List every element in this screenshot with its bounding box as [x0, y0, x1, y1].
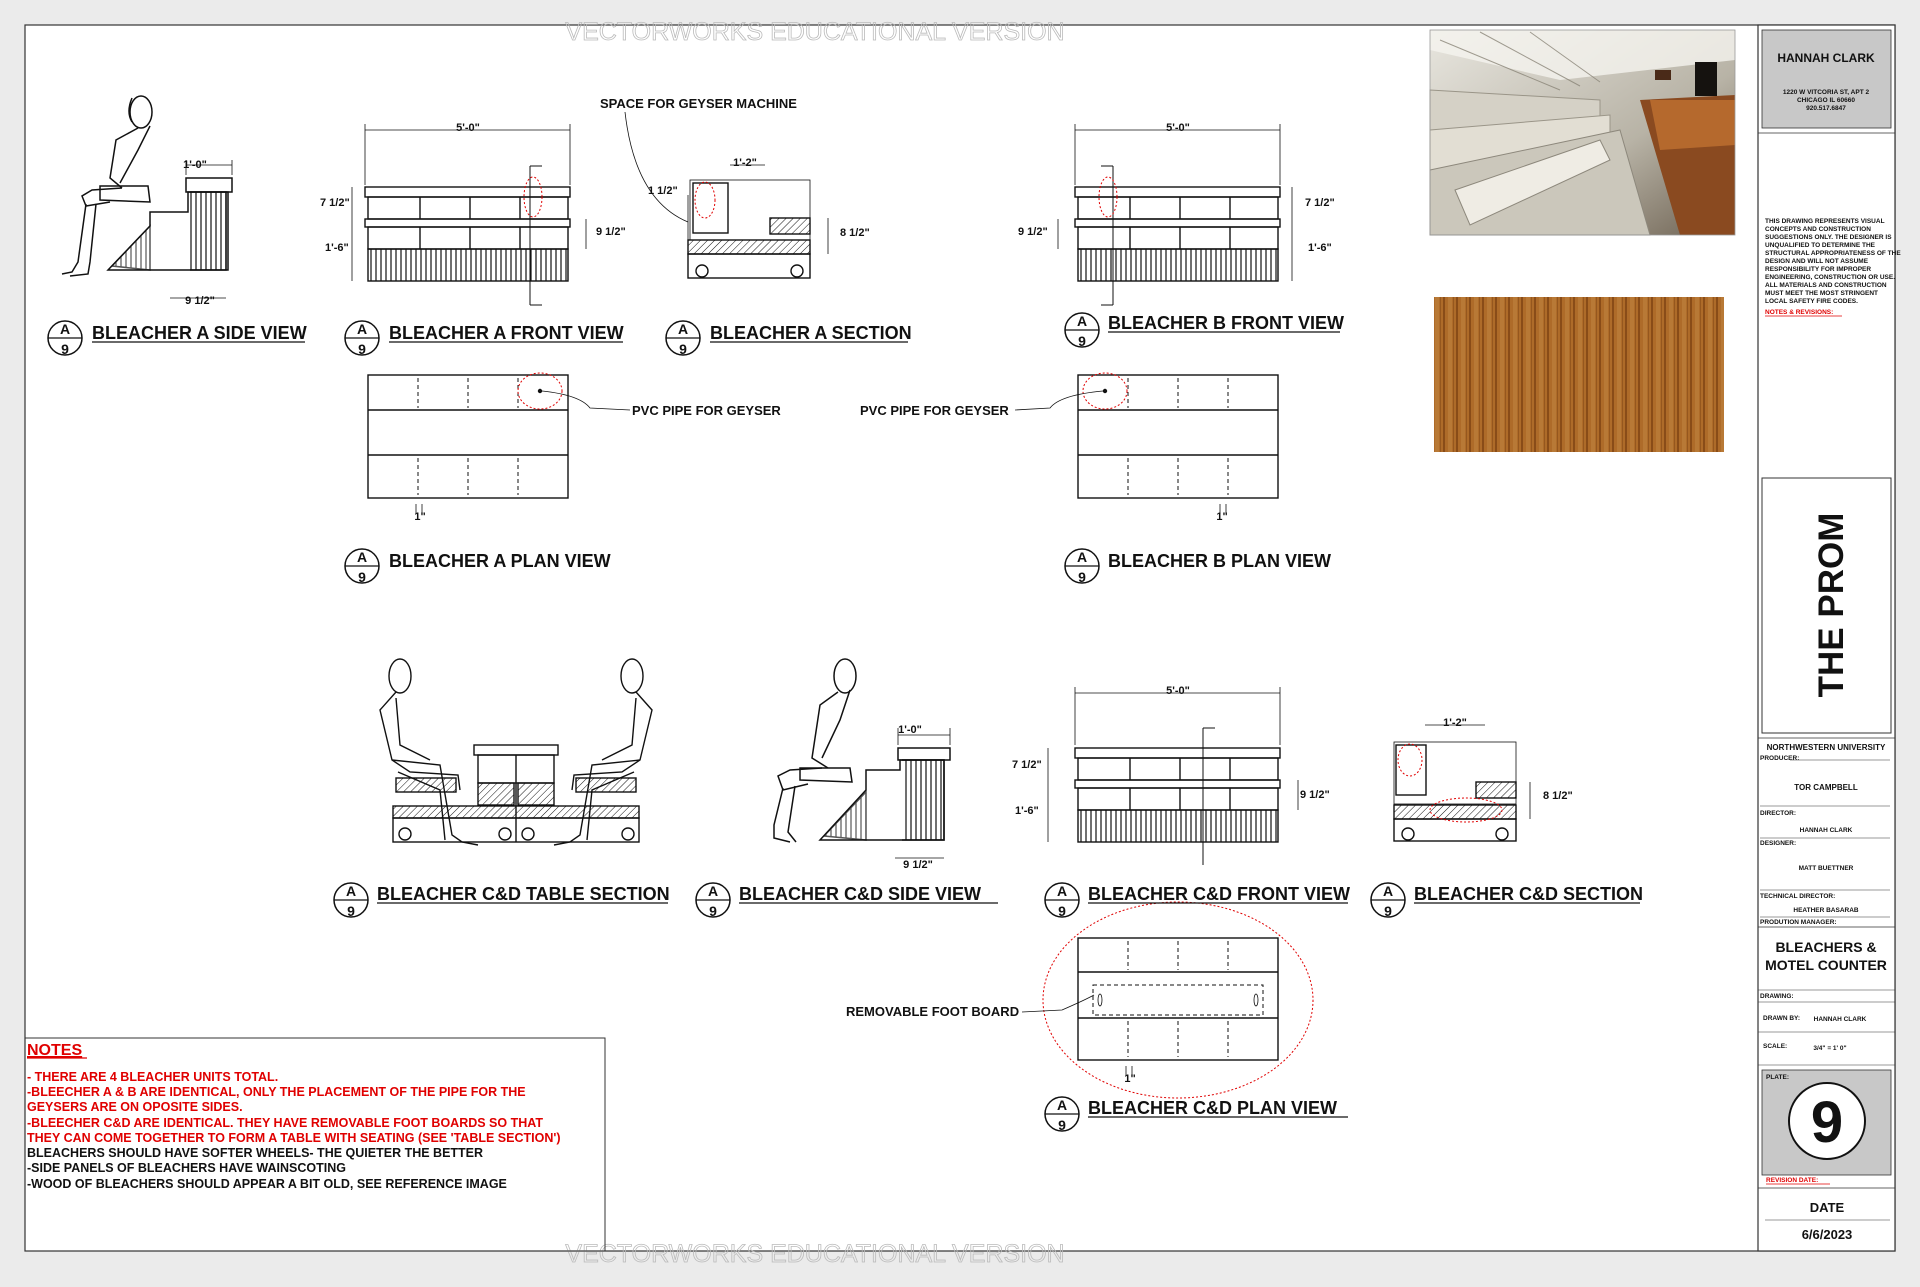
producer: TOR CAMPBELL	[1794, 783, 1858, 792]
drawing-title: MOTEL COUNTER	[1765, 957, 1887, 973]
drawn-by: HANNAH CLARK	[1813, 1016, 1867, 1023]
dim-label: 1'-6"	[325, 242, 349, 254]
view-title: BLEACHER B FRONT VIEW	[1108, 313, 1344, 333]
disclaimer-line: ALL MATERIALS AND CONSTRUCTION	[1765, 282, 1887, 289]
callout-number: 9	[358, 569, 366, 585]
disclaimer-line: MUST MEET THE MOST STRINGENT	[1765, 290, 1879, 297]
dim-label: 7 1/2"	[1305, 197, 1335, 209]
designer-address: 1220 W VITCORIA ST, APT 2	[1782, 89, 1870, 96]
designer-phone: 920.517.6847	[1806, 105, 1846, 112]
disclaimer-line: DESIGN AND WILL NOT ASSUME	[1765, 258, 1869, 265]
callout-code: A	[1076, 313, 1088, 329]
callout-code: A	[1056, 1097, 1068, 1113]
dim-label: 1'-6"	[1015, 805, 1039, 817]
dim-label: 7 1/2"	[1012, 759, 1042, 771]
designer-name: HANNAH CLARK	[1777, 51, 1875, 65]
view-title: BLEACHER A FRONT VIEW	[389, 323, 624, 343]
dim-label: 1"	[1124, 1073, 1136, 1085]
director-label: DIRECTOR:	[1760, 810, 1796, 817]
plate-label: PLATE:	[1766, 1074, 1789, 1081]
drawing-title: BLEACHERS &	[1775, 939, 1877, 955]
note-line: THEY CAN COME TOGETHER TO FORM A TABLE WITH SEATING (SEE 'TABLE SECTION')	[27, 1131, 561, 1145]
annotation: REMOVABLE FOOT BOARD	[846, 1004, 1020, 1019]
dim-label: 1'-0"	[183, 159, 207, 171]
callout-code: A	[356, 321, 368, 337]
disclaimer-line: STRUCTURAL APPROPRIATENESS OF THE	[1765, 250, 1901, 257]
note-line: GEYSERS ARE ON OPOSITE SIDES.	[27, 1100, 243, 1114]
dim-label: 1 1/2"	[648, 185, 678, 197]
drawing-label: DRAWING:	[1760, 993, 1794, 1000]
callout-number: 9	[1078, 569, 1086, 585]
callout-number: 9	[1058, 903, 1066, 919]
callout-number: 9	[679, 341, 687, 357]
view-title: BLEACHER C&D SIDE VIEW	[739, 884, 982, 904]
dim-label: 8 1/2"	[1543, 790, 1573, 802]
note-line: -BLEECHER C&D ARE IDENTICAL. THEY HAVE REMOVABLE FOOT BOARDS SO THAT	[27, 1116, 543, 1130]
revision-date-label: REVISION DATE:	[1766, 1177, 1819, 1184]
annotation: PVC PIPE FOR GEYSER	[860, 403, 1009, 418]
callout-code: A	[707, 883, 719, 899]
production-manager-label: PRODUTION MANAGER:	[1760, 919, 1837, 926]
disclaimer-line: CONCEPTS AND CONSTRUCTION	[1765, 226, 1871, 233]
dim-label: 1'-2"	[733, 157, 757, 169]
dim-label: 1"	[1216, 511, 1228, 523]
dim-label: 5'-0"	[1166, 685, 1190, 697]
dim-label: 9 1/2"	[1300, 789, 1330, 801]
director: HANNAH CLARK	[1799, 827, 1853, 834]
dim-label: 9 1/2"	[185, 295, 215, 307]
callout-code: A	[356, 549, 368, 565]
callout-code: A	[345, 883, 357, 899]
callout-number: 9	[709, 903, 717, 919]
callout-code: A	[677, 321, 689, 337]
callout-number: 9	[61, 341, 69, 357]
disclaimer-line: ENGINEERING, CONSTRUCTION OR USE.	[1765, 274, 1896, 281]
callout-number: 9	[1384, 903, 1392, 919]
reference-photo-gym-bleachers	[1430, 30, 1735, 235]
designer: MATT BUETTNER	[1798, 865, 1854, 872]
dim-label: 9 1/2"	[903, 859, 933, 871]
disclaimer-line: UNQUALIFIED TO DETERMINE THE	[1765, 242, 1876, 249]
organization: NORTHWESTERN UNIVERSITY	[1766, 743, 1886, 752]
dim-label: 7 1/2"	[320, 197, 350, 209]
plate-number: 9	[1810, 1090, 1844, 1155]
view-title: BLEACHER C&D SECTION	[1414, 884, 1644, 904]
dim-label: 5'-0"	[1166, 122, 1190, 134]
dim-label: 5'-0"	[456, 122, 480, 134]
disclaimer-line: SUGGESTIONS ONLY. THE DESIGNER IS	[1765, 234, 1892, 241]
dim-label: 1'-6"	[1308, 242, 1332, 254]
scale: 3/4" = 1' 0"	[1813, 1045, 1847, 1052]
view-title: BLEACHER C&D TABLE SECTION	[377, 884, 670, 904]
view-title: BLEACHER B PLAN VIEW	[1108, 551, 1332, 571]
view-title: BLEACHER A SECTION	[710, 323, 912, 343]
designer-label: DESIGNER:	[1760, 840, 1797, 847]
view-title: BLEACHER A PLAN VIEW	[389, 551, 611, 571]
view-title: BLEACHER C&D FRONT VIEW	[1088, 884, 1350, 904]
dim-label: 1'-0"	[898, 724, 922, 736]
watermark-top: VECTORWORKS EDUCATIONAL VERSION	[565, 18, 1065, 46]
callout-code: A	[1056, 883, 1068, 899]
annotation: SPACE FOR GEYSER MACHINE	[600, 96, 797, 111]
disclaimer-line: LOCAL SAFETY FIRE CODES.	[1765, 298, 1858, 305]
note-line: - THERE ARE 4 BLEACHER UNITS TOTAL.	[27, 1070, 279, 1084]
disclaimer-line: THIS DRAWING REPRESENTS VISUAL	[1765, 218, 1885, 225]
callout-code: A	[1382, 883, 1394, 899]
note-line: BLEACHERS SHOULD HAVE SOFTER WHEELS- THE QUIETER THE BETTER	[27, 1146, 484, 1160]
callout-number: 9	[358, 341, 366, 357]
dim-label: 8 1/2"	[840, 227, 870, 239]
producer-label: PRODUCER:	[1760, 755, 1800, 762]
callout-code: A	[1076, 549, 1088, 565]
annotation: PVC PIPE FOR GEYSER	[632, 403, 781, 418]
dim-label: 1'-2"	[1443, 717, 1467, 729]
notes-heading: NOTES	[27, 1042, 83, 1059]
view-title: BLEACHER A SIDE VIEW	[92, 323, 307, 343]
dim-label: 9 1/2"	[596, 226, 626, 238]
dim-label: 9 1/2"	[1018, 226, 1048, 238]
callout-number: 9	[1058, 1117, 1066, 1133]
drawn-by-label: DRAWN BY:	[1763, 1015, 1801, 1022]
callout-number: 9	[1078, 333, 1086, 349]
callout-code: A	[59, 321, 71, 337]
show-title: THE PROM	[1812, 512, 1851, 698]
reference-swatch-wood-paneling	[1434, 297, 1724, 452]
notes-revisions-label: NOTES & REVISIONS:	[1765, 309, 1834, 316]
callout-number: 9	[347, 903, 355, 919]
note-line: -BLEECHER A & B ARE IDENTICAL, ONLY THE PLACEMENT OF THE PIPE FOR THE	[27, 1085, 526, 1099]
note-line: -SIDE PANELS OF BLEACHERS HAVE WAINSCOTING	[27, 1161, 347, 1175]
date-label: DATE	[1809, 1200, 1845, 1215]
technical-director-label: TECHNICAL DIRECTOR:	[1760, 893, 1836, 900]
scale-label: SCALE:	[1763, 1043, 1788, 1050]
disclaimer-line: RESPONSIBILITY FOR IMPROPER	[1765, 266, 1872, 273]
note-line: -WOOD OF BLEACHERS SHOULD APPEAR A BIT OLD, SEE REFERENCE IMAGE	[27, 1177, 507, 1191]
designer-address: CHICAGO IL 60660	[1796, 97, 1856, 104]
date: 6/6/2023	[1801, 1227, 1853, 1242]
technical-director: HEATHER BASARAB	[1793, 907, 1859, 914]
watermark-bottom: VECTORWORKS EDUCATIONAL VERSION	[565, 1240, 1065, 1268]
title-block	[1758, 25, 1901, 1251]
view-title: BLEACHER C&D PLAN VIEW	[1088, 1098, 1338, 1118]
dim-label: 1"	[414, 511, 426, 523]
